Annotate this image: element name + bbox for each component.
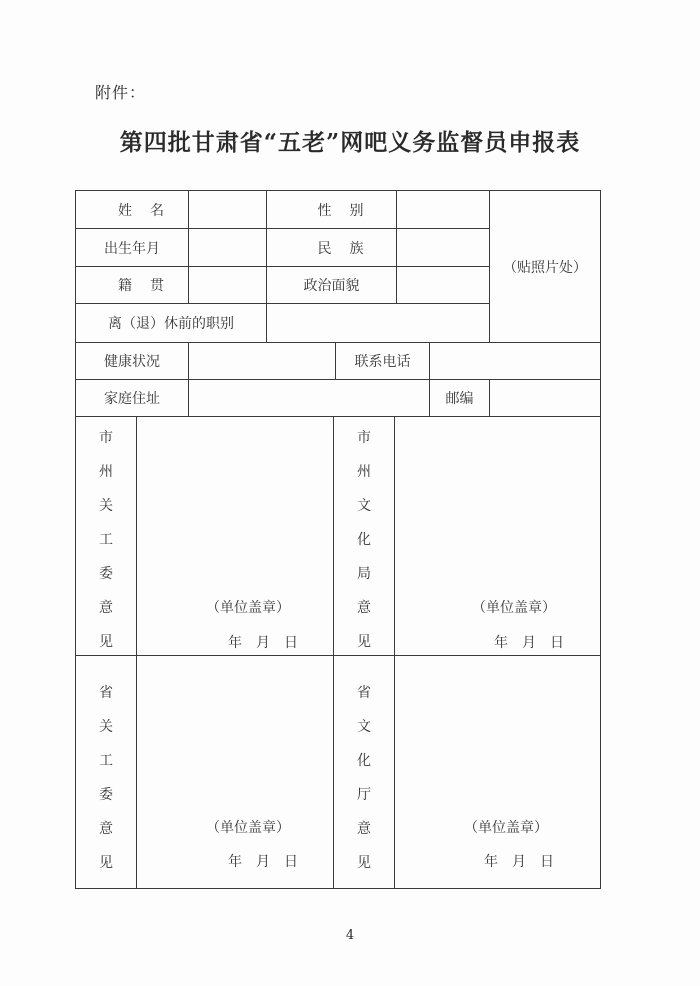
city-culture-date: 年 月 日 <box>494 635 564 651</box>
prov-committee-stamp: （单位盖章） <box>206 820 290 836</box>
political-field[interactable] <box>397 267 489 303</box>
postcode-field[interactable] <box>490 380 600 416</box>
address-field[interactable] <box>189 380 429 416</box>
position-field[interactable] <box>267 304 489 342</box>
prov-culture-opinion-label: 省 文 化 厅 意 见 <box>357 685 371 871</box>
city-culture-stamp: （单位盖章） <box>472 600 556 616</box>
city-committee-stamp: （单位盖章） <box>206 600 290 616</box>
name-label: 姓名 <box>118 202 182 219</box>
prov-culture-date: 年 月 日 <box>484 854 554 870</box>
city-committee-opinion-field[interactable] <box>137 417 333 655</box>
address-label: 家庭住址 <box>104 391 160 407</box>
form-title: 第四批甘肃省“五老”网吧义务监督员申报表 <box>119 129 581 156</box>
ethnicity-field[interactable] <box>397 229 489 266</box>
position-label: 离（退）休前的职别 <box>108 316 234 332</box>
hometown-field[interactable] <box>189 267 266 303</box>
birth-label: 出生年月 <box>104 240 160 257</box>
health-label: 健康状况 <box>104 354 160 370</box>
gender-label: 性别 <box>317 202 382 219</box>
prov-committee-opinion-label: 省 关 工 委 意 见 <box>99 685 113 871</box>
attachment-label: 附件： <box>95 83 147 102</box>
city-culture-opinion-label: 市 州 文 化 局 意 见 <box>357 430 371 650</box>
ethnicity-label: 民族 <box>317 240 382 257</box>
hometown-label: 籍贯 <box>118 278 182 294</box>
name-field[interactable] <box>189 191 266 228</box>
phone-label: 联系电话 <box>354 354 411 370</box>
prov-committee-date: 年 月 日 <box>228 854 298 870</box>
phone-field[interactable] <box>430 343 600 379</box>
page-number: 4 <box>345 928 355 943</box>
gender-field[interactable] <box>397 191 489 228</box>
health-field[interactable] <box>189 343 335 379</box>
city-committee-date: 年 月 日 <box>228 635 298 651</box>
postcode-label: 邮编 <box>445 391 474 407</box>
prov-culture-stamp: （单位盖章） <box>464 820 548 836</box>
city-culture-opinion-field[interactable] <box>395 417 600 655</box>
city-committee-opinion-label: 市 州 关 工 委 意 见 <box>99 430 113 650</box>
birth-field[interactable] <box>189 229 266 266</box>
photo-placeholder[interactable]: （贴照片处） <box>503 259 587 276</box>
political-label: 政治面貌 <box>303 278 360 294</box>
